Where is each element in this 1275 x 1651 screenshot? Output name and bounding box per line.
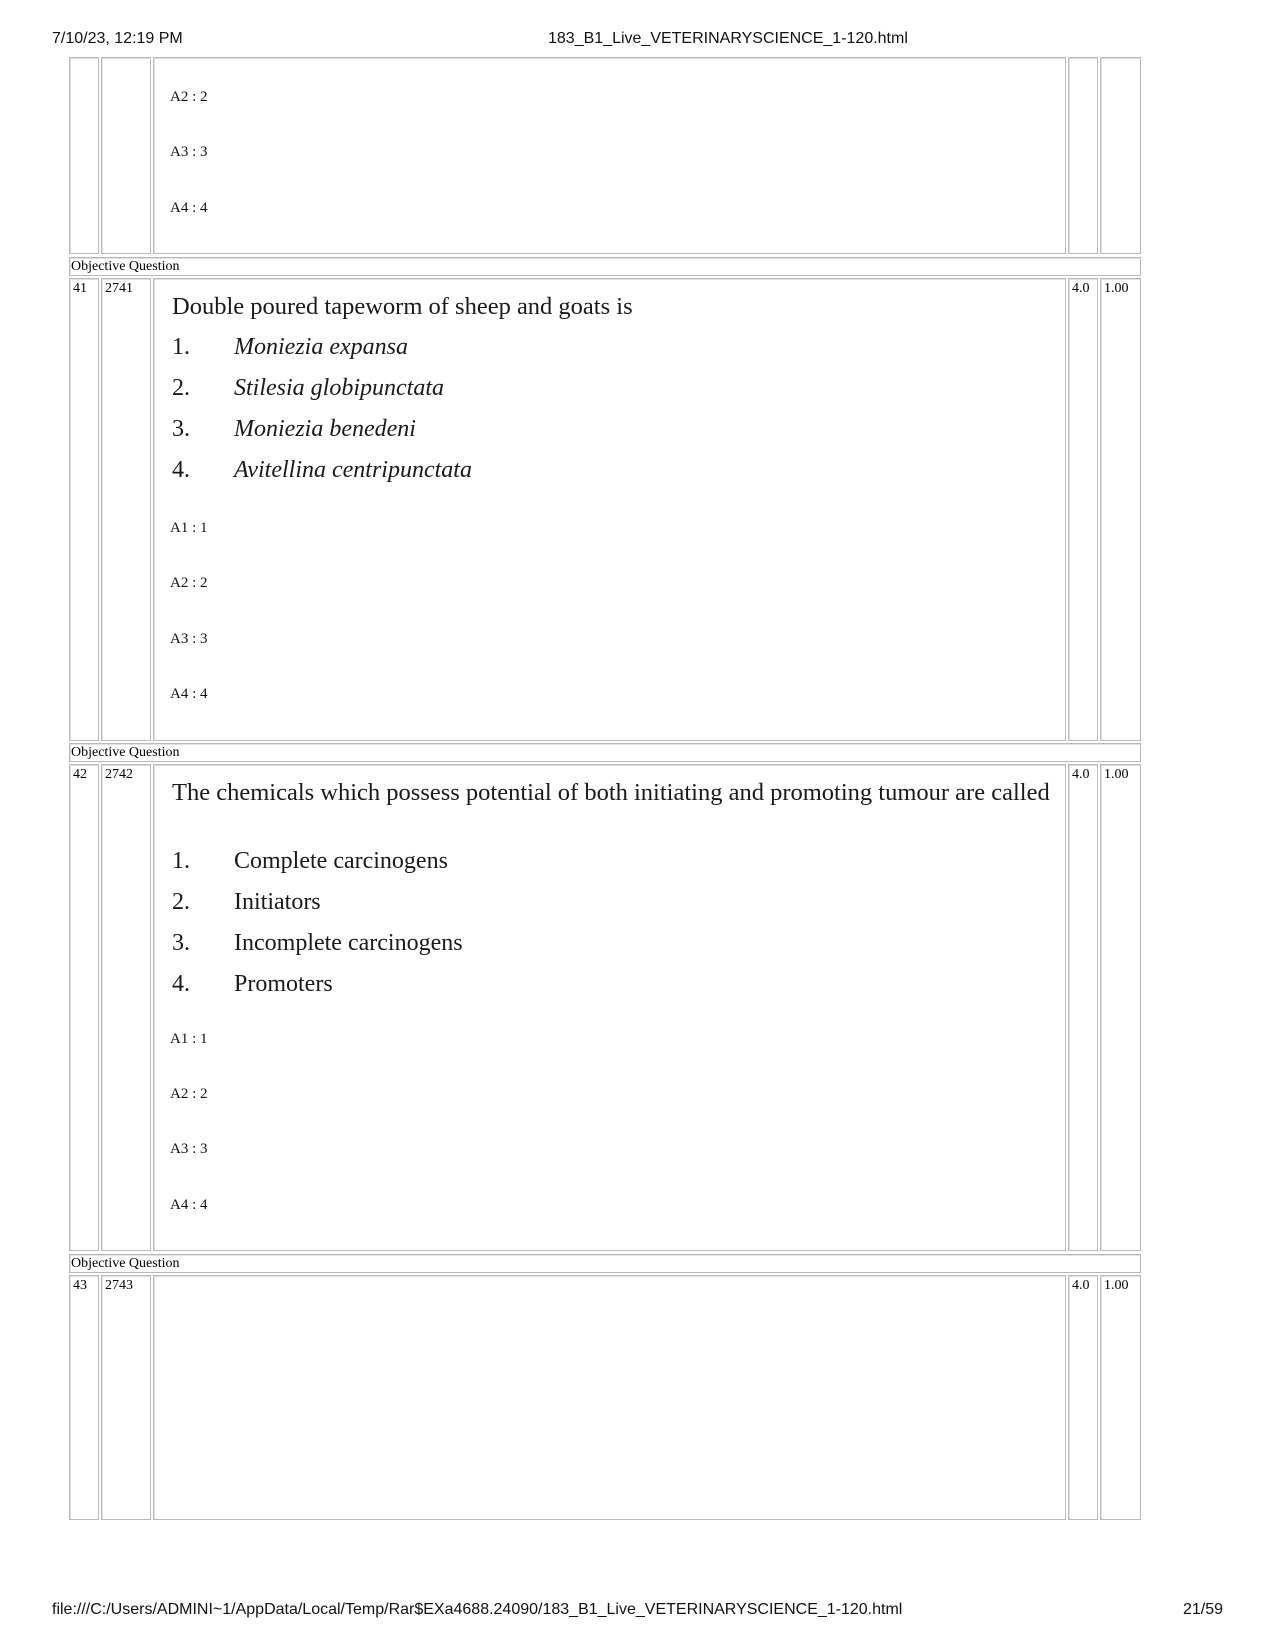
option-3 <box>172 416 416 443</box>
answer-key: A2 : 2 <box>170 89 208 105</box>
option-text: Moniezia benedeni <box>234 416 416 442</box>
option-number: 3. <box>172 416 190 442</box>
question-text: Double poured tapeworm of sheep and goats is <box>172 293 633 320</box>
answer-key: A4 : 4 <box>170 686 208 702</box>
answer-key: A4 : 4 <box>170 200 208 216</box>
marks-cell <box>1068 57 1098 254</box>
option-number: 2. <box>172 889 190 915</box>
option-text: Incomplete carcinogens <box>234 930 463 956</box>
qid-cell: 2741 <box>101 278 151 741</box>
option-number: 4. <box>172 457 190 483</box>
option-1 <box>172 334 408 361</box>
marks-cell: 4.0 <box>1068 1275 1098 1520</box>
sno-cell: 42 <box>69 764 99 1251</box>
option-4 <box>172 971 333 998</box>
sno-cell <box>69 57 99 254</box>
option-4 <box>172 457 472 484</box>
answer-key: A4 : 4 <box>170 1197 208 1213</box>
option-text: Complete carcinogens <box>234 848 448 874</box>
answer-key: A2 : 2 <box>170 575 208 591</box>
qid-cell <box>101 57 151 254</box>
qid-cell: 2743 <box>101 1275 151 1520</box>
option-3 <box>172 930 463 957</box>
option-number: 2. <box>172 375 190 401</box>
question-type-label: Objective Question <box>69 743 1141 762</box>
answer-key: A3 : 3 <box>170 144 208 160</box>
negative-marks-cell <box>1100 57 1141 254</box>
sno-cell: 43 <box>69 1275 99 1520</box>
marks-cell: 4.0 <box>1068 278 1098 741</box>
document-title: 183_B1_Live_VETERINARYSCIENCE_1-120.html <box>548 30 908 47</box>
option-text: Stilesia globipunctata <box>234 375 444 401</box>
option-text: Initiators <box>234 889 321 915</box>
qid-cell: 2742 <box>101 764 151 1251</box>
answer-key: A3 : 3 <box>170 631 208 647</box>
question-cell <box>153 57 1066 254</box>
answer-key: A2 : 2 <box>170 1086 208 1102</box>
answer-key: A1 : 1 <box>170 520 208 536</box>
option-1 <box>172 848 448 875</box>
option-text: Moniezia expansa <box>234 334 408 360</box>
question-cell <box>153 1275 1066 1520</box>
negative-marks-cell: 1.00 <box>1100 764 1141 1251</box>
option-text: Avitellina centripunctata <box>234 457 472 483</box>
option-2 <box>172 375 444 402</box>
option-2 <box>172 889 321 916</box>
marks-cell: 4.0 <box>1068 764 1098 1251</box>
answer-key: A1 : 1 <box>170 1031 208 1047</box>
option-number: 1. <box>172 848 190 874</box>
print-datetime: 7/10/23, 12:19 PM <box>52 30 183 47</box>
question-type-label: Objective Question <box>69 1254 1141 1273</box>
file-path: file:///C:/Users/ADMINI~1/AppData/Local/Temp/Rar$EXa4688.24090/183_B1_Live_VETERINARYSCIENCE_1-120.html <box>52 1601 903 1618</box>
question-text: The chemicals which possess potential of both initiating and promoting tumour are called <box>172 779 1050 806</box>
sno-cell: 41 <box>69 278 99 741</box>
option-text: Promoters <box>234 971 333 997</box>
question-cell <box>153 764 1066 1251</box>
negative-marks-cell: 1.00 <box>1100 1275 1141 1520</box>
option-number: 3. <box>172 930 190 956</box>
option-number: 1. <box>172 334 190 360</box>
negative-marks-cell: 1.00 <box>1100 278 1141 741</box>
question-type-label: Objective Question <box>69 257 1141 276</box>
answer-key: A3 : 3 <box>170 1141 208 1157</box>
option-number: 4. <box>172 971 190 997</box>
page-indicator: 21/59 <box>1183 1601 1224 1618</box>
